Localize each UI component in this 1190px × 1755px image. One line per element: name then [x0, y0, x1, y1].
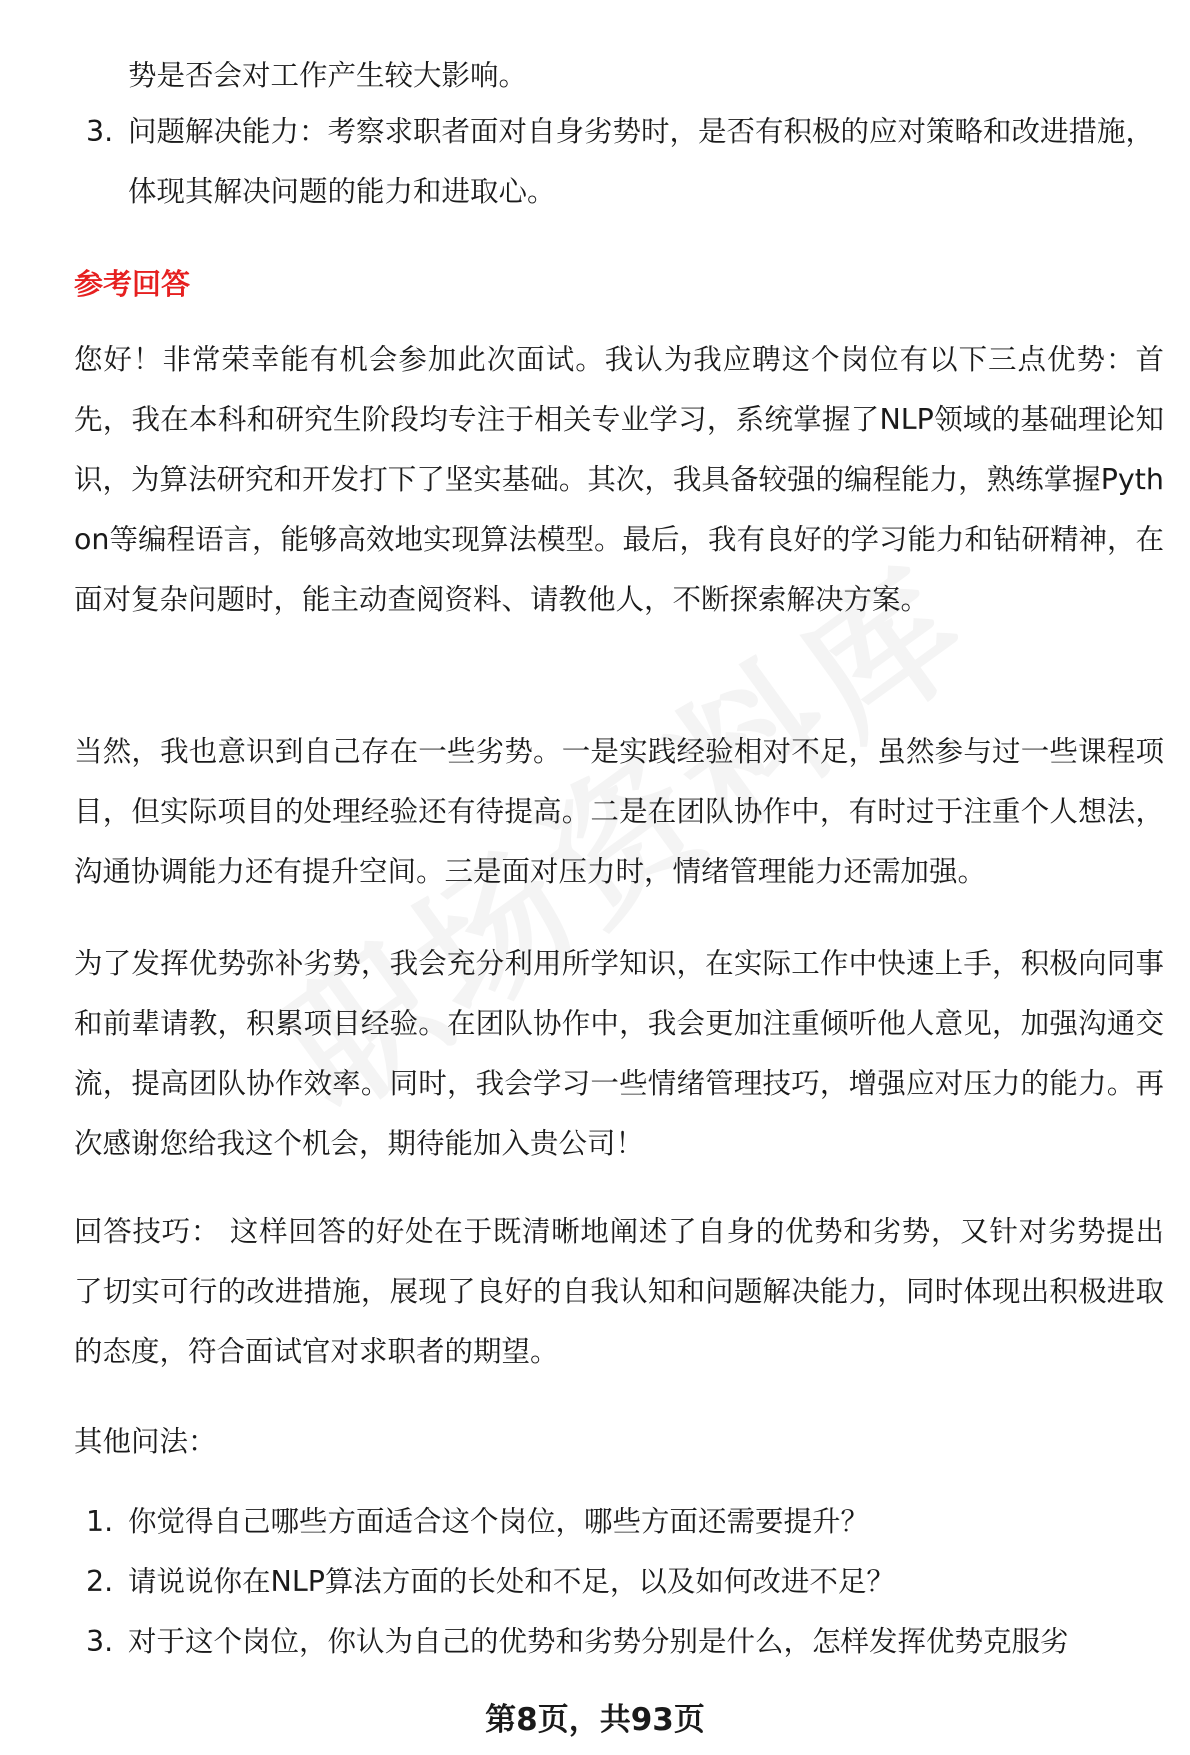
- continuation-line: 势是否会对工作产生较大影响。: [128, 59, 528, 92]
- other-question-item-1: [86, 1492, 1166, 1552]
- list-item-text: 请说说你在NLP算法方面的长处和不足，以及如何改进不足？: [128, 1565, 895, 1598]
- reference-answer-heading: 参考回答: [74, 267, 191, 301]
- list-number: 3.: [86, 1625, 114, 1658]
- other-question-item-3: [86, 1612, 1166, 1672]
- list-item-text: 对于这个岗位，你认为自己的优势和劣势分别是什么，怎样发挥优势克服劣: [128, 1625, 1069, 1658]
- answer-paragraph-1: 您好！非常荣幸能有机会参加此次面试。我认为我应聘这个岗位有以下三点优势：首先，我在本科和研究生阶段均专注于相关专业学习，系统掌握了NLP领域的基础理论知识，为算法研究和开发打下了坚实基础。其次，我具备较强的编程能力，熟练掌握Python等编程语言，能够高效地实现算法模型。最后，我有良好的学习能力和钻研精神，在面对复杂问题时，能主动查阅资料、请教他人，不断探索解决方案。: [74, 343, 1165, 616]
- answer-tips-paragraph: 回答技巧： 这样回答的好处在于既清晰地阐述了自身的优势和劣势，又针对劣势提出了切实可行的改进措施，展现了良好的自我认知和问题解决能力，同时体现出积极进取的态度，符合面试官对求职者的期望。: [74, 1215, 1164, 1368]
- list-number: 1.: [86, 1505, 114, 1538]
- answer-paragraph-3: 为了发挥优势弥补劣势，我会充分利用所学知识，在实际工作中快速上手，积极向同事和前辈请教，积累项目经验。在团队协作中，我会更加注重倾听他人意见，加强沟通交流，提高团队协作效率。同时，我会学习一些情绪管理技巧，增强应对压力的能力。再次感谢您给我这个机会，期待能加入贵公司！: [74, 947, 1164, 1160]
- page-number-footer: 第8页，共93页: [485, 1702, 705, 1738]
- other-question-item-2: [86, 1552, 1166, 1612]
- criteria-list-item-3-text: 问题解决能力：考察求职者面对自身劣势时，是否有积极的应对策略和改进措施，体现其解决问题的能力和进取心。: [128, 115, 1155, 208]
- list-number: 2.: [86, 1565, 114, 1598]
- other-questions-heading: 其他问法：: [74, 1425, 217, 1458]
- list-number: 3.: [86, 115, 114, 148]
- list-item-text: 你觉得自己哪些方面适合这个岗位，哪些方面还需要提升？: [128, 1505, 870, 1538]
- answer-paragraph-2: 当然，我也意识到自己存在一些劣势。一是实践经验相对不足，虽然参与过一些课程项目，但实际项目的处理经验还有待提高。二是在团队协作中，有时过于注重个人想法，沟通协调能力还有提升空间。三是面对压力时，情绪管理能力还需加强。: [74, 735, 1164, 888]
